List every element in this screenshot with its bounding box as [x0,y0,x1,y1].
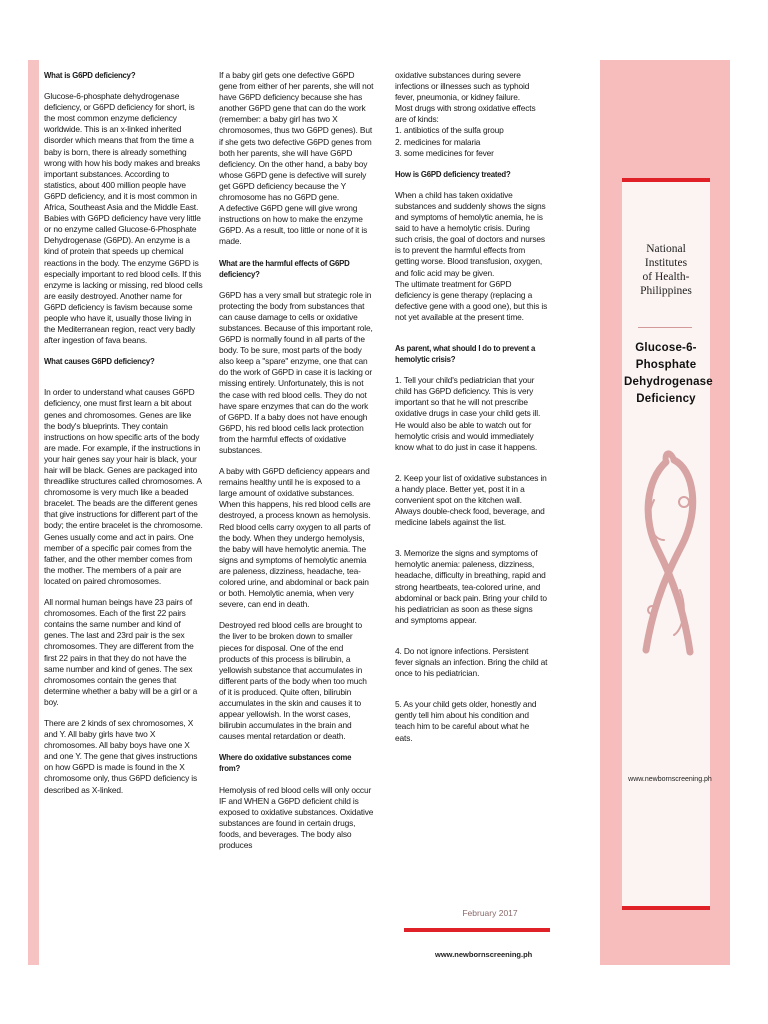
cover-title [624,340,713,408]
paragraph: Hemolysis of red blood cells will only occur IF and WHEN a G6PD deficient child is exposed to oxidative substances. Oxidative substances are found in certain drugs, foods, and beverages. The body also produces [219,784,374,850]
paragraph: A defective G6PD gene will give wrong instructions on how to make the enzyme G6PD. As a result, too little or none of it is made. [219,203,368,247]
paragraph: A baby with G6PD deficiency appears and remains healthy until he is exposed to a large amount of oxidative substances. When this happens, his red blood cells are destroyed, a process known as hemolysis. Red blood cells carry oxygen to all parts of the body. When they undergo hemolysis, the baby will have hemolytic anemia. The signs and symptoms of hemolytic anemia are paleness, dizziness, headache, tea-colored urine, and abdominal or back pain or both. Hemolytic anemia, when very severe, can end in death. [219,466,371,610]
column-2 [219,70,374,861]
paragraph: 2. Keep your list of oxidative substances in a handy place. Better yet, post it in a convenient spot on the kitchen wall. Always double-check food, beverage, and medicine labels against the list. [395,472,547,528]
paragraph: 4. Do not ignore infections. Persistent fever signals an infection. Bring the child at once to his pediatrician. [395,645,548,679]
org-line-3: Philippines [640,285,692,297]
title-line-4: Deficiency [636,393,696,405]
paragraph: 3. some medicines for fever [395,147,494,158]
title-line-2: Phosphate [635,359,697,371]
paragraph: Glucose-6-phosphate dehydrogenase deficiency, or G6PD deficiency for short, is the most common enzyme deficiency worldwide. This is an x-linked inherited disorder which means that from the time a baby is born, there is already something wrong with how his body makes and breaks important substances. According to statistics, about 400 million people have G6PD deficiency, and it is most common in Africa, Southeast Asia and the Middle East. [44,91,201,213]
title-line-3: Dehydrogenase [624,376,713,388]
paragraph: In order to understand what causes G6PD deficiency, one must first learn a bit about genes and chromosomes. Genes are like the body's blueprints. They contain instructions on how specific arts of the body are made. For example, if the instructions in your hair genes say your hair is black, your hair will be black. Genes are packaged into threadlike structures called chromosomes. A chromosome is very much like a beaded bracelet. The beads are the different genes that give instructions for different part of the body; the entire bracelet is the chromosome. Genes usually come and act in pairs. One member of a specific pair comes from the father, and the other member comes from the mother. The members of a pair are located on paired chromosomes. [44,387,203,586]
column-3 [395,70,548,754]
column-1 [44,70,204,806]
section-heading: What is G6PD deficiency? [44,71,136,80]
spacer [395,333,548,343]
publication-date: February 2017 [462,908,518,918]
title-line-1: Glucose-6- [635,342,697,354]
paragraph: 3. Memorize the signs and symptoms of hemolytic anemia: paleness, dizziness, headache, difficulty in breathing, rapid and strong heartbeats, tea-colored urine, and abdominal or back pain. Bring your child to his pediatrician as soon as these signs and symptoms appear. [395,548,547,625]
cover-top-red-bar [622,178,710,182]
org-line-2: of Health- [642,271,690,283]
paragraph: G6PD has a very small but strategic role in protecting the body from substances that can cause damage to cells or oxidative substances. Because of this important role, G6PD is normally found in all parts of the body. To be sure, most parts of the body also keep a "spare" enzyme, one that can do the work of G6PD in case it is lacking or missing entirely. Unfortunately, this is not the case with red blood cells. They do not have spare enzymes that can do the work of G6PD. If a baby does not have enough G6PD, his red blood cells lack protection from the harmful effects of oxidative substances. [219,289,373,455]
paragraph: When a child has taken oxidative substances and suddenly shows the signs and symptoms of hemolytic anemia, he is said to have a hemolytic crisis. During such crisis, the goal of doctors and nurses is to prevent the harmful effects from getting worse. Blood transfusion, oxygen, and folic acid may be given. [395,189,546,278]
footer-website: www.newbornscreening.ph [435,950,533,959]
section-heading: What causes G6PD deficiency? [44,357,155,367]
spacer [395,689,548,699]
paragraph: 5. As your child gets older, honestly and gently tell him about his condition and teach him to be careful about what he eats. [395,699,537,743]
left-pink-strip [28,60,39,965]
section-heading: How is G6PD deficiency treated? [395,169,511,179]
paragraph: Most drugs with strong oxidative effects are of kinds: [395,103,536,125]
paragraph: All normal human beings have 23 pairs of chromosomes. Each of the first 22 pairs contains the same number and kind of genes. The last and 23rd pair is the sex chromosomes. They are different from the first 22 pairs in that they do not have the same number and kind of genes. The sex chromosomes contain the genes that determine whether a baby will be a girl or a boy. [44,597,198,707]
cover-website: www.newbornscreening.ph [628,776,712,783]
spacer [44,377,204,387]
paragraph: The ultimate treatment for G6PD deficiency is gene therapy (replacing a defective gene with a good one), but this is not yet available at the present time. [395,278,548,322]
paragraph: 2. medicines for malaria [395,136,481,147]
paragraph: oxidative substances during severe infections or illnesses such as typhoid fever, pneumonia, or kidney failure. [395,70,530,103]
section-heading: As parent, what should I do to prevent a hemolytic crisis? [395,343,536,365]
section-heading: Where do oxidative substances come from? [219,753,352,774]
section-heading: What are the harmful effects of G6PD deficiency? [219,258,350,279]
paragraph: 1. antibiotics of the sulfa group [395,125,504,136]
spacer [395,636,548,646]
cover-organization [624,242,708,298]
spacer [395,538,548,548]
paragraph: There are 2 kinds of sex chromosomes, X and Y. All baby girls have two X chromosomes. All baby boys have one X and one Y. The gene that gives instructions on how G6PD is made is found in the X chromosome only, thus G6PD deficiency is described as X-linked. [44,717,198,795]
paragraph: If a baby girl gets one defective G6PD gene from either of her parents, she will not have G6PD deficiency because she has another G6PD gene that can do the work (remember: a baby girl has two X chromosomes, thus two G6PD genes). But if she gets two defective G6PD genes from both her parents, she will have G6PD deficiency. On the other hand, a baby boy whose G6PD gene is defective will surely get G6PD deficiency because the Y chromosome has no G6PD gene. [219,70,374,203]
paragraph: Babies with G6PD deficiency have very little or no enzyme called Glucose-6-Phosphate Dehydrogenase (G6PD). An enzyme is a kind of protein that speeds up chemical reactions in the body. The enzyme G6PD is especially important to red blood cells. If this enzyme is lacking or missing, red blood cells are easily destroyed. Another name for G6PD deficiency is favism because some people who have it, usually those living in the Mediterranean region, react very badly after ingestion of fava beans. [44,213,203,346]
org-line-1: National Institutes [644,243,688,269]
paragraph: Destroyed red blood cells are brought to the liver to be broken down to smaller pieces for disposal. One of the end products of this process is bilirubin, a yellowish substance that accumulates in different parts of the body when too much of it is produced. Quite often, bilirubin accumulates in the skin and causes it to appear yellowish. In the worst cases, bilirubin accumulates in the brain and causes mental retardation or death. [219,620,367,742]
column-bottom-red-bar [404,928,550,932]
cover-bottom-red-bar [622,906,710,910]
paragraph: 1. Tell your child's pediatrician that your child has G6PD deficiency. This is very important so that he will not prescribe oxidative drugs in case your child gets ill. He would also be able to watch out for hemolytic crisis and would immediately know what to do just in case it happens. [395,375,541,452]
spacer [395,463,548,473]
cover-divider [638,327,692,328]
awareness-ribbon-icon [624,440,708,675]
